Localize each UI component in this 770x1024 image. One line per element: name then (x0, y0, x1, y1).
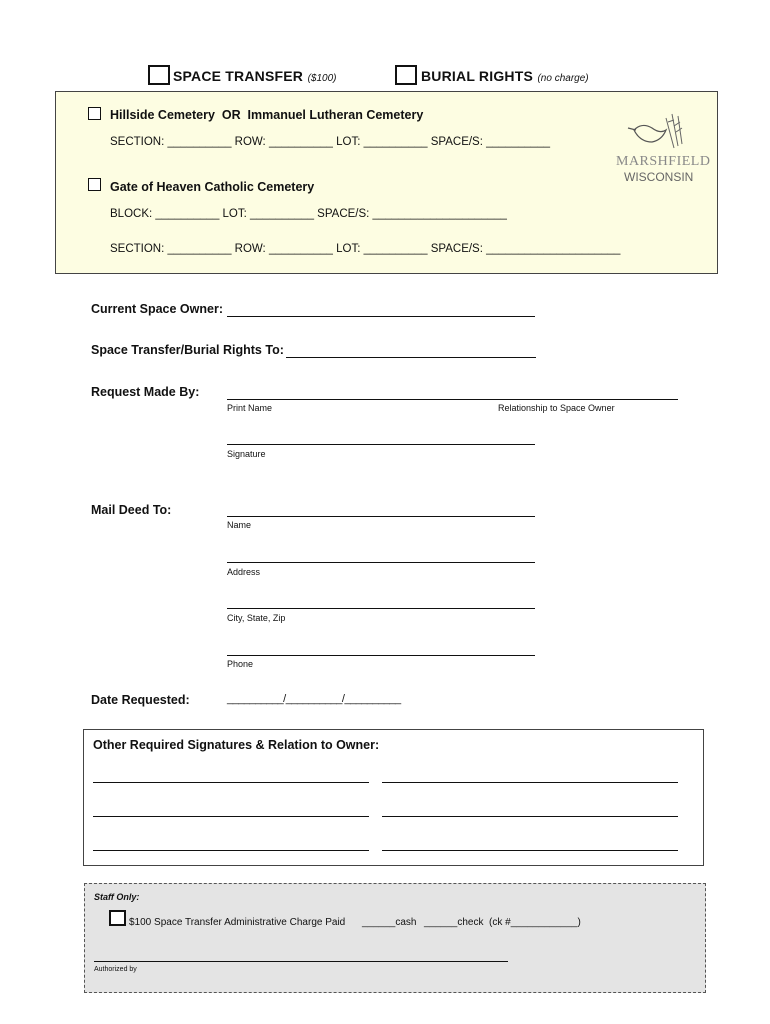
print-name-caption: Print Name (227, 403, 273, 413)
admin-charge-checkbox[interactable] (109, 910, 126, 926)
other-signatures-title: Other Required Signatures & Relation to Owner: (93, 738, 380, 752)
mail-deed-label: Mail Deed To: (91, 503, 172, 517)
logo-city: MARSHFIELD (616, 154, 711, 169)
burial-rights-heading (421, 68, 589, 86)
name-field[interactable] (227, 516, 535, 517)
burial-rights-label: BURIAL RIGHTS (421, 68, 534, 84)
hillside-label: Hillside Cemetery OR Immanuel Lutheran Cemetery (110, 108, 424, 122)
logo-state: WISCONSIN (624, 170, 694, 184)
authorized-by-caption: Authorized by (94, 966, 137, 973)
signature-line-2-left[interactable] (93, 816, 369, 817)
signature-caption: Signature (227, 449, 266, 459)
space-transfer-label: SPACE TRANSFER (173, 68, 304, 84)
relationship-caption: Relationship to Space Owner (498, 403, 615, 413)
signature-line-3-right[interactable] (382, 850, 678, 851)
date-requested-field[interactable]: __________/__________/__________ (227, 693, 401, 705)
hillside-checkbox[interactable] (88, 107, 101, 120)
cash-field[interactable]: ______cash (362, 917, 417, 928)
gate-of-heaven-label: Gate of Heaven Catholic Cemetery (110, 180, 315, 194)
hillside-fields[interactable]: SECTION: __________ ROW: __________ LOT: __________ SPACE/S: __________ (110, 136, 551, 148)
phone-caption: Phone (227, 659, 254, 669)
space-transfer-heading (173, 68, 336, 86)
current-owner-field[interactable] (227, 316, 535, 317)
signature-line-1-right[interactable] (382, 782, 678, 783)
city-state-zip-caption: City, State, Zip (227, 613, 286, 623)
phone-field[interactable] (227, 655, 535, 656)
check-field[interactable]: ______check (ck #____________) (424, 917, 581, 928)
date-requested-label: Date Requested: (91, 693, 190, 707)
marshfield-logo (612, 108, 711, 188)
signature-line-2-right[interactable] (382, 816, 678, 817)
request-by-field[interactable] (227, 399, 678, 400)
authorized-by-field[interactable] (94, 961, 508, 962)
transfer-to-field[interactable] (286, 357, 536, 358)
request-by-label: Request Made By: (91, 385, 200, 399)
transfer-to-label: Space Transfer/Burial Rights To: (91, 343, 284, 357)
signature-line-3-left[interactable] (93, 850, 369, 851)
staff-only-box (84, 883, 706, 993)
admin-charge-label: $100 Space Transfer Administrative Charge Paid (129, 917, 346, 928)
gate-of-heaven-checkbox[interactable] (88, 178, 101, 191)
gate-of-heaven-fields-block[interactable]: BLOCK: __________ LOT: __________ SPACE/S: _____________________ (110, 208, 507, 220)
current-owner-label: Current Space Owner: (91, 302, 223, 316)
burial-rights-note: (no charge) (537, 73, 589, 84)
space-transfer-note: ($100) (307, 73, 337, 84)
city-state-zip-field[interactable] (227, 608, 535, 609)
gate-of-heaven-fields-section[interactable]: SECTION: __________ ROW: __________ LOT: __________ SPACE/S: _____________________ (110, 243, 621, 255)
staff-only-title: Staff Only: (94, 892, 140, 902)
address-caption: Address (227, 567, 261, 577)
address-field[interactable] (227, 562, 535, 563)
signature-field[interactable] (227, 444, 535, 445)
name-caption: Name (227, 520, 252, 530)
signature-line-1-left[interactable] (93, 782, 369, 783)
burial-rights-checkbox[interactable] (395, 65, 417, 85)
marshfield-bird-icon (622, 108, 692, 158)
space-transfer-checkbox[interactable] (148, 65, 170, 85)
